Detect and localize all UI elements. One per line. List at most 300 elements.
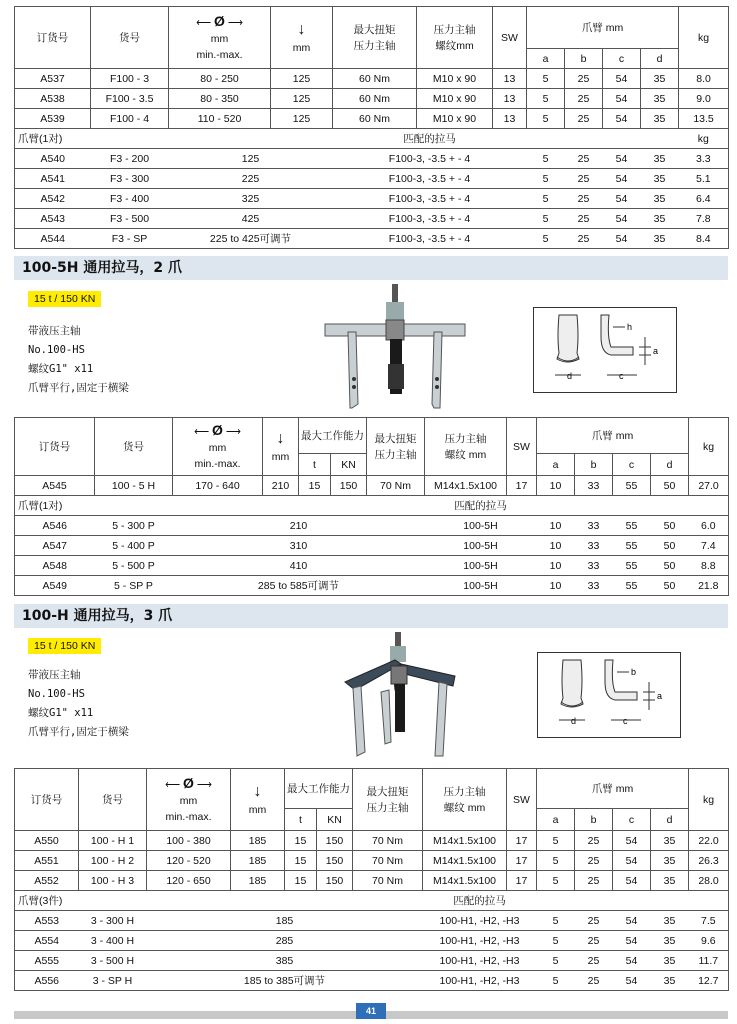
three-jaw-puller-image: [335, 632, 465, 760]
table-cell: 17: [507, 851, 537, 871]
table-row: [15, 871, 729, 891]
table-cell: 54: [603, 169, 641, 189]
table-cell: 5: [527, 89, 565, 109]
table-cell: F100-3, -3.5 + - 4: [333, 169, 527, 189]
col-diameter: ⟵ Ø ⟶ mm min.-max.: [169, 7, 271, 69]
table-cell: 3 - 500 H: [79, 951, 147, 971]
table-cell: 11.7: [689, 951, 729, 971]
table-cell: 15: [285, 851, 317, 871]
table-cell: 55: [613, 536, 651, 556]
table-cell: 8.0: [679, 69, 729, 89]
table-cell: 125: [271, 109, 333, 129]
col-torque: 最大扭矩 压力主轴: [353, 769, 423, 831]
table-cell: 5 - 300 P: [95, 516, 173, 536]
table-cell: F100 - 4: [91, 109, 169, 129]
table-100-h: [14, 768, 729, 991]
table-cell: A554: [15, 931, 79, 951]
table-cell: 15: [285, 871, 317, 891]
col-d: d: [651, 809, 689, 831]
table-row: [15, 851, 729, 871]
table-cell: 100-H1, -H2, -H3: [423, 931, 537, 951]
col-thread: 压力主轴 螺纹 mm: [423, 769, 507, 831]
table-cell: 310: [173, 536, 425, 556]
table-cell: 10: [537, 516, 575, 536]
col-sw: SW: [507, 418, 537, 476]
col-arm: 爪臂 mm: [537, 418, 689, 454]
table-cell: 35: [651, 971, 689, 991]
diameter-arrow-icon: ⟵: [165, 778, 184, 791]
table-cell: 17: [507, 476, 537, 496]
table-cell: 6.0: [689, 516, 729, 536]
table-cell: F100 - 3.5: [91, 89, 169, 109]
table-row: [15, 229, 729, 249]
table-cell: M14x1.5x100: [425, 476, 507, 496]
table-cell: 35: [651, 851, 689, 871]
sub-header-label: 爪臂(1对): [15, 129, 169, 149]
col-arm: 爪臂 mm: [537, 769, 689, 809]
table-cell: 100 - H 2: [79, 851, 147, 871]
table-cell: M10 x 90: [417, 109, 493, 129]
table-cell: A541: [15, 169, 91, 189]
table-100-5h: [14, 417, 729, 596]
table-cell: A553: [15, 911, 79, 931]
table-cell: 13: [493, 69, 527, 89]
jaw-dimension-diagram: [533, 307, 677, 393]
table-cell: 100-5H: [425, 516, 537, 536]
col-arm: 爪臂 mm: [527, 7, 679, 49]
col-depth: ↓ mm: [271, 7, 333, 69]
table-cell: M14x1.5x100: [423, 851, 507, 871]
table-row: [15, 931, 729, 951]
col-kn: KN: [317, 809, 353, 831]
table-cell: 25: [565, 209, 603, 229]
table-cell: 9.0: [679, 89, 729, 109]
table-cell: 210: [173, 516, 425, 536]
table-cell: M10 x 90: [417, 89, 493, 109]
dim-b-label: b: [631, 667, 637, 677]
table-cell: 100 - H 3: [79, 871, 147, 891]
table-row: [15, 516, 729, 536]
table-cell: 54: [613, 851, 651, 871]
table-cell: 25: [565, 109, 603, 129]
table-cell: 54: [613, 871, 651, 891]
table-cell: 35: [641, 189, 679, 209]
table-cell: 5: [537, 951, 575, 971]
table-cell: F100-3, -3.5 + - 4: [333, 209, 527, 229]
table-cell: 50: [651, 536, 689, 556]
dim-d-label: d: [571, 716, 577, 726]
main-rows: [15, 476, 729, 496]
table-cell: 54: [603, 229, 641, 249]
diameter-arrow-icon: ⟵: [196, 16, 215, 29]
table-cell: F3 - 500: [91, 209, 169, 229]
col-b: b: [565, 49, 603, 69]
table-cell: 225 to 425可调节: [169, 229, 333, 249]
table-cell: F100-3, -3.5 + - 4: [333, 149, 527, 169]
table-cell: 35: [641, 229, 679, 249]
col-capacity: 最大工作能力: [285, 769, 353, 809]
capacity-tag: 15 t / 150 KN: [28, 638, 101, 654]
table-cell: 5: [537, 911, 575, 931]
table-cell: 5: [527, 209, 565, 229]
table-cell: A550: [15, 831, 79, 851]
table-cell: M10 x 90: [417, 69, 493, 89]
table-cell: A556: [15, 971, 79, 991]
table-cell: A555: [15, 951, 79, 971]
dim-d-label: d: [567, 371, 573, 381]
table-cell: 120 - 650: [147, 871, 231, 891]
table-cell: 55: [613, 576, 651, 596]
table-cell: 225: [169, 169, 333, 189]
dim-a-label: a: [657, 691, 663, 701]
table-cell: A537: [15, 69, 91, 89]
table-row: [15, 169, 729, 189]
table-cell: A549: [15, 576, 95, 596]
table-row: [15, 69, 729, 89]
table-cell: 185: [231, 871, 285, 891]
table-cell: 100-5H: [425, 556, 537, 576]
table-cell: 3 - 400 H: [79, 931, 147, 951]
table-row: [15, 149, 729, 169]
table-cell: 100-H1, -H2, -H3: [423, 951, 537, 971]
table-cell: 33: [575, 576, 613, 596]
table-cell: 3 - 300 H: [79, 911, 147, 931]
section-title-3jaw: 100-H 通用拉马，3 爪: [14, 604, 728, 628]
capacity-tag: 15 t / 150 KN: [28, 291, 101, 307]
main-rows: [15, 831, 729, 891]
table-cell: 54: [613, 951, 651, 971]
table-cell: 54: [603, 149, 641, 169]
table-cell: 385: [147, 951, 423, 971]
table-cell: 6.4: [679, 189, 729, 209]
dim-h-label: h: [627, 322, 633, 332]
sub-header-label: 爪臂(1对): [15, 496, 173, 516]
table-cell: 5: [537, 931, 575, 951]
col-c: c: [613, 454, 651, 476]
table-cell: 25: [565, 189, 603, 209]
table-cell: 35: [641, 69, 679, 89]
table-cell: A551: [15, 851, 79, 871]
table-row: [15, 89, 729, 109]
table-cell: A543: [15, 209, 91, 229]
table-cell: 35: [651, 931, 689, 951]
table-cell: 55: [613, 556, 651, 576]
table-row: [15, 536, 729, 556]
col-capacity: 最大工作能力: [299, 418, 367, 454]
table-cell: 8.4: [679, 229, 729, 249]
table-cell: 25: [565, 229, 603, 249]
table-cell: 25: [575, 931, 613, 951]
dim-c-label: c: [619, 371, 624, 381]
table-cell: 25: [575, 831, 613, 851]
table-cell: 5: [537, 831, 575, 851]
table-cell: 35: [651, 831, 689, 851]
table-row: [15, 951, 729, 971]
table-cell: 5 - 400 P: [95, 536, 173, 556]
table-cell: 100-5H: [425, 576, 537, 596]
col-order-no: 订货号: [15, 769, 79, 831]
table-f100: [14, 6, 729, 249]
table-cell: 125: [271, 69, 333, 89]
table-cell: 54: [603, 209, 641, 229]
table-cell: 5.1: [679, 169, 729, 189]
table-cell: 70 Nm: [353, 831, 423, 851]
table-cell: 170 - 640: [173, 476, 263, 496]
col-diameter: ⟵ Ø ⟶ mm min.-max.: [147, 769, 231, 831]
table-cell: 17: [507, 831, 537, 851]
table-cell: 5 - SP P: [95, 576, 173, 596]
col-model: 货号: [79, 769, 147, 831]
table-cell: F100 - 3: [91, 69, 169, 89]
table-cell: 5: [537, 851, 575, 871]
col-torque: 最大扭矩 压力主轴: [333, 7, 417, 69]
table-cell: 54: [613, 971, 651, 991]
col-model: 货号: [91, 7, 169, 69]
table-cell: F3 - 300: [91, 169, 169, 189]
col-kg: kg: [679, 7, 729, 69]
table-cell: F100-3, -3.5 + - 4: [333, 189, 527, 209]
table-cell: 54: [603, 189, 641, 209]
table-cell: 185: [231, 851, 285, 871]
table-cell: F3 - 400: [91, 189, 169, 209]
table-cell: 54: [613, 831, 651, 851]
table-row: [15, 831, 729, 851]
table-cell: 13.5: [679, 109, 729, 129]
table-cell: 25: [565, 169, 603, 189]
table-cell: A547: [15, 536, 95, 556]
table-cell: 54: [603, 69, 641, 89]
table-cell: 185 to 385可调节: [147, 971, 423, 991]
table-cell: 25: [575, 911, 613, 931]
table-cell: 5: [527, 109, 565, 129]
table-cell: A544: [15, 229, 91, 249]
col-order-no: 订货号: [15, 418, 95, 476]
table-cell: 54: [613, 911, 651, 931]
page-number: 41: [356, 1003, 386, 1019]
table-cell: 110 - 520: [169, 109, 271, 129]
table-cell: 55: [613, 516, 651, 536]
table-cell: 185: [147, 911, 423, 931]
table-cell: 100 - 380: [147, 831, 231, 851]
table-cell: 100 - 5 H: [95, 476, 173, 496]
table-cell: 26.3: [689, 851, 729, 871]
table-cell: 100-5H: [425, 536, 537, 556]
table-cell: 120 - 520: [147, 851, 231, 871]
two-jaw-puller-image: [320, 284, 470, 414]
table-cell: 80 - 250: [169, 69, 271, 89]
table-cell: 285: [147, 931, 423, 951]
table-cell: 25: [575, 971, 613, 991]
table-cell: 5: [537, 871, 575, 891]
main-rows: [15, 69, 729, 129]
col-model: 货号: [95, 418, 173, 476]
table-cell: 10: [537, 576, 575, 596]
table-cell: 33: [575, 476, 613, 496]
table-cell: 15: [299, 476, 331, 496]
table-cell: 10: [537, 556, 575, 576]
table-cell: 5: [527, 189, 565, 209]
table-cell: 54: [613, 931, 651, 951]
col-torque: 最大扭矩 压力主轴: [367, 418, 425, 476]
diameter-arrow-icon: ⟵: [194, 425, 213, 438]
table-cell: 13: [493, 109, 527, 129]
table-cell: 33: [575, 516, 613, 536]
table-cell: 125: [271, 89, 333, 109]
table-cell: 150: [317, 851, 353, 871]
table-cell: 150: [317, 831, 353, 851]
table-cell: 25: [565, 89, 603, 109]
table-cell: 5: [527, 69, 565, 89]
table-cell: 8.8: [689, 556, 729, 576]
table-cell: 7.4: [689, 536, 729, 556]
table-cell: 35: [641, 89, 679, 109]
table-cell: A539: [15, 109, 91, 129]
table-cell: 150: [331, 476, 367, 496]
table-cell: 35: [641, 149, 679, 169]
table-cell: 22.0: [689, 831, 729, 851]
sub-header-match: 匹配的拉马: [333, 129, 527, 149]
col-b: b: [575, 454, 613, 476]
table-cell: 210: [263, 476, 299, 496]
col-sw: SW: [493, 7, 527, 69]
table-cell: F3 - 200: [91, 149, 169, 169]
table-cell: 325: [169, 189, 333, 209]
table-cell: 60 Nm: [333, 69, 417, 89]
sub-header-kg: kg: [679, 129, 729, 149]
table-cell: 70 Nm: [353, 871, 423, 891]
table-cell: 5: [527, 169, 565, 189]
col-kg: kg: [689, 418, 729, 476]
table-cell: 3.3: [679, 149, 729, 169]
col-b: b: [575, 809, 613, 831]
table-row: [15, 109, 729, 129]
table-cell: A546: [15, 516, 95, 536]
table-cell: M14x1.5x100: [423, 871, 507, 891]
sub-rows: [15, 516, 729, 596]
table-cell: A552: [15, 871, 79, 891]
table-cell: A548: [15, 556, 95, 576]
table-row: [15, 971, 729, 991]
table-cell: 27.0: [689, 476, 729, 496]
table-cell: 50: [651, 476, 689, 496]
table-cell: A545: [15, 476, 95, 496]
table-cell: 150: [317, 871, 353, 891]
table-cell: 100 - H 1: [79, 831, 147, 851]
table-cell: 13: [493, 89, 527, 109]
table-cell: 35: [651, 911, 689, 931]
col-thread: 压力主轴 螺纹 mm: [425, 418, 507, 476]
col-t: t: [299, 454, 331, 476]
col-a: a: [537, 454, 575, 476]
col-sw: SW: [507, 769, 537, 831]
table-cell: 100-H1, -H2, -H3: [423, 911, 537, 931]
table-cell: 10: [537, 536, 575, 556]
table-cell: 7.8: [679, 209, 729, 229]
col-depth: ↓ mm: [231, 769, 285, 831]
table-cell: A542: [15, 189, 91, 209]
table-cell: 21.8: [689, 576, 729, 596]
table-cell: 285 to 585可调节: [173, 576, 425, 596]
table-cell: 80 - 350: [169, 89, 271, 109]
down-arrow-icon: ↓: [276, 429, 285, 447]
table-cell: 9.6: [689, 931, 729, 951]
table-cell: 7.5: [689, 911, 729, 931]
col-c: c: [613, 809, 651, 831]
table-row: [15, 911, 729, 931]
table-cell: 60 Nm: [333, 109, 417, 129]
col-t: t: [285, 809, 317, 831]
table-cell: 3 - SP H: [79, 971, 147, 991]
table-cell: 185: [231, 831, 285, 851]
table-cell: 35: [641, 169, 679, 189]
table-cell: 33: [575, 536, 613, 556]
table-cell: F3 - SP: [91, 229, 169, 249]
table-cell: 28.0: [689, 871, 729, 891]
col-thread: 压力主轴 螺纹mm: [417, 7, 493, 69]
dim-c-label: c: [623, 716, 628, 726]
col-diameter: ⟵ Ø ⟶ mm min.-max.: [173, 418, 263, 476]
table-cell: 5 - 500 P: [95, 556, 173, 576]
table-cell: 35: [641, 209, 679, 229]
table-row: [15, 556, 729, 576]
table-cell: 33: [575, 556, 613, 576]
table-cell: 5: [527, 149, 565, 169]
table-row: [15, 576, 729, 596]
table-cell: 55: [613, 476, 651, 496]
col-kg: kg: [689, 769, 729, 831]
table-cell: 125: [169, 149, 333, 169]
sub-rows: [15, 149, 729, 249]
description: 带液压主轴 No.100-HS 螺纹G1" x11 爪臂平行,固定于横梁: [28, 325, 129, 394]
table-cell: 12.7: [689, 971, 729, 991]
table-cell: 5: [537, 971, 575, 991]
table-cell: 50: [651, 576, 689, 596]
table-cell: A538: [15, 89, 91, 109]
table-cell: 100-H1, -H2, -H3: [423, 971, 537, 991]
table-cell: 15: [285, 831, 317, 851]
table-cell: 25: [565, 149, 603, 169]
col-order-no: 订货号: [15, 7, 91, 69]
sub-header-match: 匹配的拉马: [423, 891, 537, 911]
sub-header-label: 爪臂(3件): [15, 891, 147, 911]
table-cell: 70 Nm: [367, 476, 425, 496]
table-cell: 17: [507, 871, 537, 891]
table-cell: M14x1.5x100: [423, 831, 507, 851]
table-cell: 70 Nm: [353, 851, 423, 871]
table-cell: 25: [575, 951, 613, 971]
table-cell: F100-3, -3.5 + - 4: [333, 229, 527, 249]
table-cell: 35: [651, 951, 689, 971]
table-cell: 35: [651, 871, 689, 891]
table-cell: 25: [575, 871, 613, 891]
sub-rows: [15, 911, 729, 991]
table-cell: 54: [603, 89, 641, 109]
table-cell: A540: [15, 149, 91, 169]
table-row: [15, 189, 729, 209]
section-title-2jaw: 100-5H 通用拉马，2 爪: [14, 256, 728, 280]
table-cell: 25: [575, 851, 613, 871]
table-cell: 54: [603, 109, 641, 129]
dim-a-label: a: [653, 346, 659, 356]
col-a: a: [527, 49, 565, 69]
col-d: d: [641, 49, 679, 69]
description: 带液压主轴 No.100-HS 螺纹G1" x11 爪臂平行,固定于横梁: [28, 669, 129, 738]
table-cell: 10: [537, 476, 575, 496]
table-row: [15, 209, 729, 229]
table-cell: 425: [169, 209, 333, 229]
table-cell: 35: [641, 109, 679, 129]
col-a: a: [537, 809, 575, 831]
